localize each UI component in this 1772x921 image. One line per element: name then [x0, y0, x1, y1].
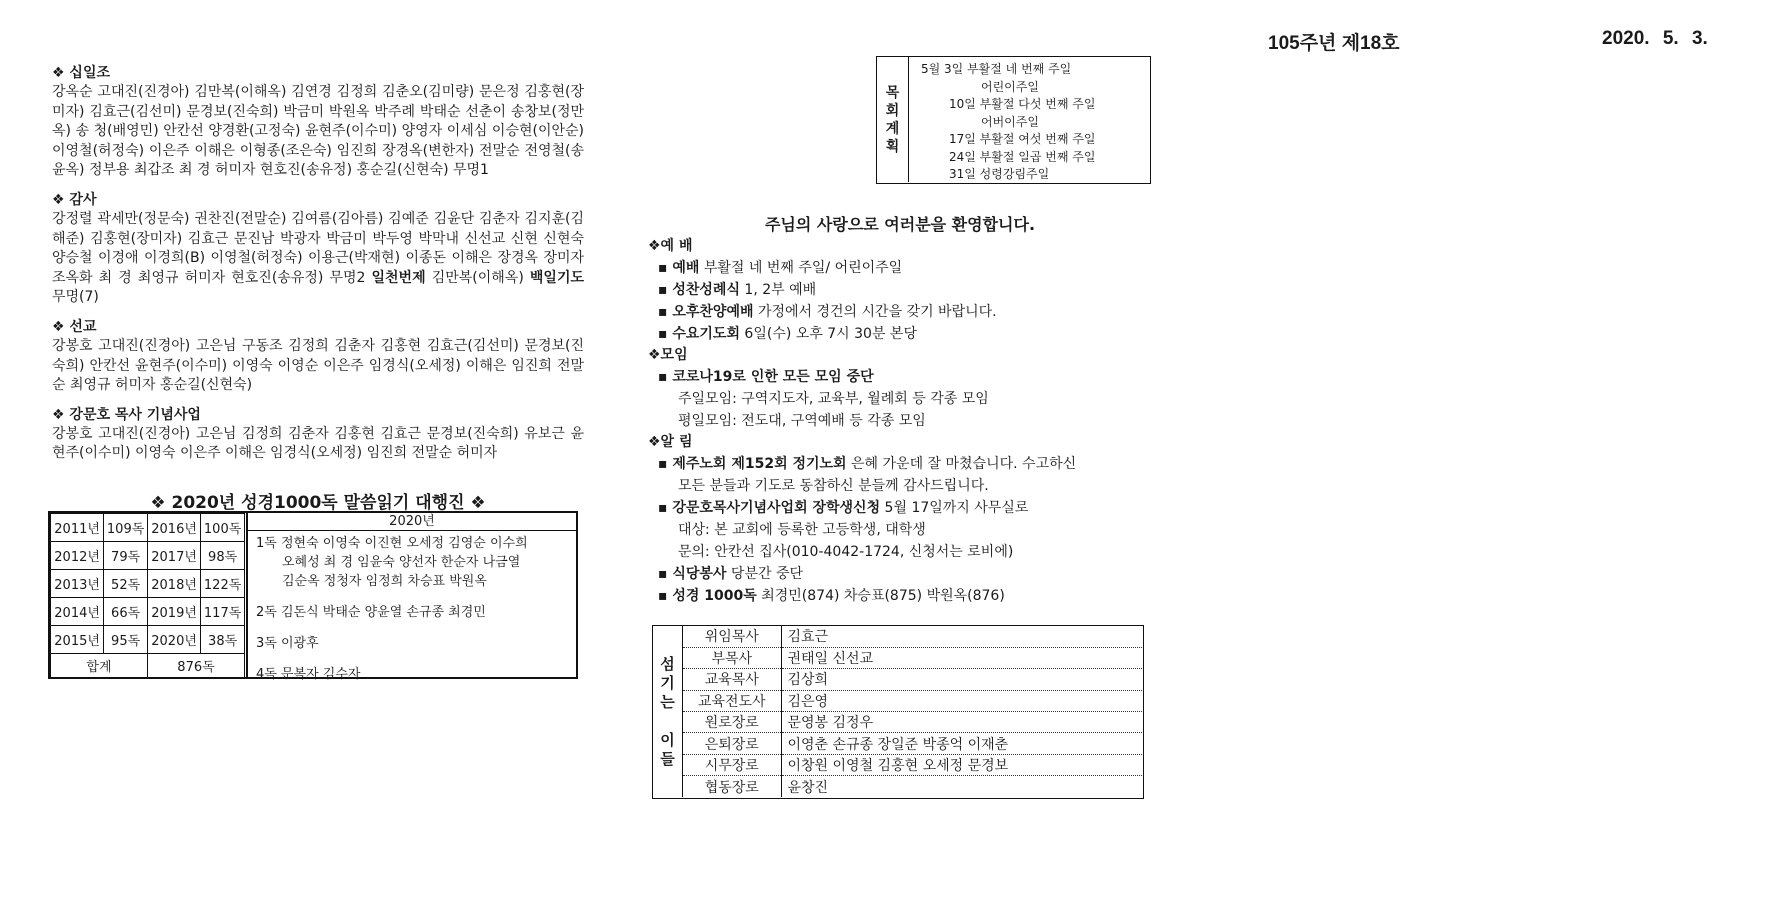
item-label: ▪ 성경 1000독 — [658, 588, 757, 604]
item-label: ▪ 오후찬양예배 — [658, 304, 754, 320]
total-row — [51, 654, 245, 678]
first-reading-names-2: 오혜성 최 경 임윤숙 양선자 한순자 나금열 — [282, 555, 521, 570]
table-cell: 66독 — [104, 598, 148, 626]
thanks-names-text: 강정렬 곽세만(정문숙) 권찬진(전말순) 김여름(김아름) 김예준 김윤단 김춘자 김지훈(김해준) 김홍현(장미자) 김효근 문진남 박광자 박금미 박두영 박막내 신선교 신현 신현숙 양승철 이경애 이경희(B) 이영철(허정숙) 이용근(박재현) 이종돈 이해은 장경옥 장미자 조옥화 최 경 최영규 허미자 현호진(송유정) 무명2 — [52, 210, 584, 286]
table-cell: 109독 — [104, 514, 148, 542]
tithe-title: ❖ 십일조 — [52, 65, 110, 81]
table-cell: 2018년 — [147, 570, 200, 598]
label-char: 이 — [660, 730, 675, 749]
label-char: 회 — [885, 102, 900, 119]
names-cell: 이창원 이영철 김홍현 오세정 문경보 — [781, 754, 1142, 775]
item-label: ▪ 식당봉사 — [658, 566, 727, 582]
item-text: 가정에서 경건의 시간을 갖기 바랍니다. — [753, 304, 997, 320]
table-cell: 2019년 — [147, 598, 200, 626]
memorial-title: ❖ 강문호 목사 기념사업 — [52, 406, 201, 423]
label-char: 계 — [885, 120, 900, 137]
table-cell: 2011년 — [51, 514, 104, 542]
table-cell: 79독 — [104, 542, 148, 570]
notice-heading: ❖알 림 — [648, 434, 693, 450]
table-row — [51, 598, 245, 626]
table-cell: 95독 — [104, 626, 148, 654]
mission-section — [52, 318, 584, 396]
notice-item — [648, 453, 1168, 475]
year-header: 2020년 — [248, 513, 576, 531]
bible-reading-table — [48, 511, 578, 682]
names-cell: 김효근 — [781, 626, 1142, 647]
table-cell: 117독 — [201, 598, 245, 626]
table-row — [51, 542, 245, 570]
issue-number: 105주년 제18호 — [1268, 33, 1400, 54]
table-cell: 38독 — [201, 626, 245, 654]
fourth-reading-names: 4독 문복자 김수자 — [256, 667, 361, 682]
worship-item — [648, 257, 1168, 279]
table-row — [683, 754, 1142, 775]
reading-history-table — [50, 513, 245, 678]
role-cell: 은퇴장로 — [683, 733, 781, 754]
thanks-section — [52, 191, 584, 308]
table-cell: 2014년 — [51, 598, 104, 626]
notice-sub: 문의: 안칸선 집사(010-4042-1724, 신청서는 로비에) — [678, 544, 1014, 560]
table-cell: 2017년 — [147, 542, 200, 570]
announcements-column — [648, 236, 1168, 607]
table-row — [683, 733, 1142, 754]
label-char: 는 — [660, 692, 675, 711]
second-reading-names: 2독 김돈식 박태순 양윤열 손규종 최경민 — [256, 605, 486, 620]
tithe-section — [52, 64, 584, 181]
item-label: ▪ 코로나19로 인한 모든 모임 중단 — [658, 369, 874, 385]
hundred-day-prayer-label: 백일기도 — [529, 269, 585, 286]
table-cell: 98독 — [201, 542, 245, 570]
memorial-section — [52, 406, 584, 464]
table-row — [683, 647, 1142, 668]
names-cell: 이영춘 손규종 장일준 박종억 이재춘 — [781, 733, 1142, 754]
notice-item — [648, 563, 1168, 585]
names-cell: 윤창진 — [787, 779, 829, 796]
meeting-sub: 평일모임: 전도대, 구역예배 등 각종 모임 — [678, 413, 926, 429]
table-row — [683, 712, 1142, 733]
schedule-line: 17일 부활절 여섯 번째 주일 — [949, 132, 1096, 146]
item-text: 최경민(874) 차승표(875) 박원옥(876) — [756, 588, 1005, 604]
item-text: 은혜 가운데 잘 마쳤습니다. 수고하신 — [846, 456, 1077, 472]
item-label: ▪ 성찬성례식 — [658, 282, 740, 298]
reader-list — [248, 531, 576, 689]
schedule-line: 어린이주일 — [981, 79, 1039, 94]
names-cell: 김상희 — [781, 669, 1142, 690]
schedule-label — [877, 57, 909, 182]
table-cell: 122독 — [201, 570, 245, 598]
staff-box — [652, 625, 1144, 799]
item-text: 6일(수) 오후 7시 30분 본당 — [739, 326, 917, 342]
worship-item — [648, 301, 1168, 323]
schedule-line: 31일 성령강림주일 — [949, 167, 1050, 181]
issue-date: 2020. 5. 3. — [1602, 28, 1708, 49]
schedule-line: 10일 부활절 다섯 번째 주일 — [949, 97, 1096, 111]
mission-names: 강봉호 고대진(진경아) 고은님 구동조 김정희 김춘자 김홍현 김효근(김선미) 문경보(진숙희) 안칸선 윤현주(이수미) 이영숙 이영순 이은주 임경식(오세정) 이해은 임진희 전말순 최영규 허미자 홍순길(신현숙) — [52, 337, 584, 394]
item-label: ▪ 수요기도회 — [658, 326, 740, 342]
table-cell: 2016년 — [147, 514, 200, 542]
meeting-item — [648, 366, 1168, 388]
notice-sub: 대상: 본 교회에 등록한 고등학생, 대학생 — [678, 522, 926, 538]
names-cell: 권태일 신선교 — [781, 647, 1142, 668]
item-text: 당분간 중단 — [726, 566, 803, 582]
notice-item — [648, 585, 1168, 607]
thousand-offering-label: 일천번제 — [371, 269, 426, 286]
label-char: 목 — [885, 84, 900, 101]
thousand-offering-names: 김만복(이해옥) — [431, 269, 524, 286]
item-text: 1, 2부 예배 — [739, 282, 817, 298]
worship-item — [648, 323, 1168, 345]
label-char: 기 — [660, 673, 675, 692]
table-row — [683, 690, 1142, 711]
hundred-day-prayer-names: 무명(7) — [52, 289, 99, 306]
item-label: ▪ 예배 — [658, 260, 700, 276]
current-year-readers — [246, 513, 576, 682]
total-value: 876독 — [147, 654, 244, 678]
table-row — [683, 669, 1142, 690]
table-cell: 2013년 — [51, 570, 104, 598]
third-reading-names: 3독 이광후 — [256, 636, 319, 651]
staff-table — [683, 626, 1142, 797]
role-cell: 협동장로 — [683, 776, 781, 797]
memorial-names: 강봉호 고대진(진경아) 고은님 김정희 김춘자 김홍현 김효근 문경보(진숙희) 유보근 윤현주(이수미) 이영숙 이은주 이해은 임경식(오세정) 임진희 전말순 허미자 — [52, 425, 584, 462]
item-label: ▪ 제주노회 제152회 정기노회 — [658, 456, 847, 472]
label-char: 획 — [885, 138, 900, 155]
table-cell: 2012년 — [51, 542, 104, 570]
schedule-list — [921, 61, 1095, 184]
welcome-message: 주님의 사랑으로 여러분을 환영합니다. — [764, 215, 1036, 234]
table-row — [51, 570, 245, 598]
label-char: 섬 — [660, 654, 675, 673]
bible-reading-title: ❖ 2020년 성경1000독 말씀읽기 대행진 ❖ — [150, 493, 486, 513]
staff-label — [653, 626, 683, 797]
offerings-column — [52, 64, 584, 474]
worship-heading: ❖예 배 — [648, 238, 693, 254]
table-cell: 100독 — [201, 514, 245, 542]
total-label: 합계 — [51, 654, 148, 678]
role-cell: 위임목사 — [683, 626, 781, 647]
table-row — [51, 626, 245, 654]
names-cell: 김은영 — [781, 690, 1142, 711]
table-row — [51, 514, 245, 542]
first-reading-names: 1독 정현숙 이영숙 이진현 오세정 김영순 이수희 — [256, 536, 528, 551]
role-cell: 원로장로 — [683, 712, 781, 733]
role-cell: 교육목사 — [683, 669, 781, 690]
item-text: 5월 17일까지 사무실로 — [880, 500, 1029, 516]
first-reading-names-3: 김순옥 정청자 임정희 차승표 박원옥 — [282, 574, 487, 589]
mission-title: ❖ 선교 — [52, 318, 97, 335]
table-cell: 52독 — [104, 570, 148, 598]
meeting-heading: ❖모임 — [648, 347, 688, 363]
table-row — [683, 626, 1142, 647]
names-cell: 문영봉 김정우 — [781, 712, 1142, 733]
table-cell: 2020년 — [147, 626, 200, 654]
role-cell: 부목사 — [683, 647, 781, 668]
schedule-line: 어버이주일 — [981, 114, 1039, 129]
thanks-title: ❖ 감사 — [52, 191, 97, 208]
notice-continuation: 모든 분들과 기도로 동참하신 분들께 감사드립니다. — [678, 478, 989, 494]
label-char: 들 — [660, 749, 675, 768]
item-label: ▪ 강문호목사기념사업회 장학생신청 — [658, 500, 881, 516]
notice-item — [648, 497, 1168, 519]
worship-item — [648, 279, 1168, 301]
table-cell: 2015년 — [51, 626, 104, 654]
role-cell: 시무장로 — [683, 754, 781, 775]
item-text: 부활절 네 번째 주일/ 어린이주일 — [699, 260, 903, 276]
table-row — [683, 776, 1142, 797]
meeting-sub: 주일모임: 구역지도자, 교육부, 월례회 등 각종 모임 — [678, 391, 989, 407]
schedule-line: 5월 3일 부활절 네 번째 주일 — [921, 62, 1072, 76]
role-cell: 교육전도사 — [683, 690, 781, 711]
tithe-names: 강옥순 고대진(진경아) 김만복(이해옥) 김연경 김정희 김춘오(김미량) 문은정 김홍현(장미자) 김효근(김선미) 문경보(진숙희) 박금미 박원옥 박주례 박태순 선춘이 송창보(정만옥) 송 청(배영민) 안칸선 양경환(고정숙) 윤현주(이수미) 양영자 이세심 이승현(이안순) 이영철(허정숙) 이은주 이해은 이형종(조은숙) 임진희 장경옥(변한자) 전말순 전영철(송윤옥) 정부용 최갑조 최 경 허미자 현호진(송유정) 홍순길(신현숙) 무명1 — [52, 84, 584, 179]
schedule-line: 24일 부활절 일곱 번째 주일 — [949, 149, 1096, 164]
pastoral-schedule-box — [876, 56, 1151, 184]
thanks-names — [52, 210, 584, 308]
